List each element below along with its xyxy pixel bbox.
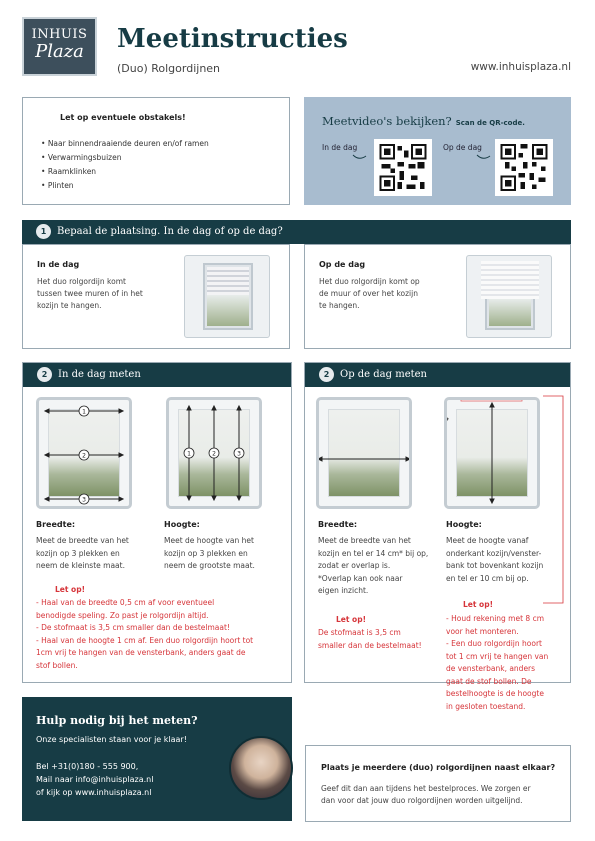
height-text: Meet de hoogte vanaf onderkant kozijn/venster- bank tot bovenkant kozijn en tel er 10 cm bij op. (446, 536, 544, 583)
multi-text: Geef dit dan aan tijdens het bestelproces. We zorgen er dan voor dat jouw duo rolgordijnen worden uitgelijnd. (321, 784, 531, 805)
window-photo-in-de-dag (184, 255, 270, 338)
logo-line1: INHUIS (31, 27, 88, 42)
qr-icon (379, 144, 427, 191)
width-text: Meet de breedte van het kozijn en tel er 14 cm* bij op, zodat er overlap is. *Overlap kan ook naar eigen inzicht. (318, 536, 429, 595)
arrow-icon (476, 153, 492, 161)
width-title: Breedte: (36, 520, 76, 529)
section-title: Bepaal de plaatsing. In de dag of op de dag? (57, 226, 283, 237)
step-number: 1 (36, 224, 51, 239)
qr-label-op: Op de dag (443, 143, 482, 152)
list-item: • Naar binnendraaiende deuren en/of ramen (41, 139, 209, 148)
inhuisplaza-logo (22, 17, 97, 76)
window-photo-op-de-dag (466, 255, 552, 338)
help-mail[interactable]: Mail naar info@inhuisplaza.nl (36, 775, 154, 784)
help-box (22, 697, 292, 821)
card-text: Het duo rolgordijn komt op de muur of over het kozijn te hangen. (319, 277, 420, 310)
window-diagram-height-op (444, 397, 540, 509)
card-title: Op de dag (319, 260, 366, 269)
width-note-text: De stofmaat is 3,5 cm smaller dan de bestelmaat! (318, 628, 422, 650)
page-title: Meetinstructies (117, 24, 348, 54)
marker-2: 2 (82, 452, 86, 460)
website-link[interactable]: www.inhuisplaza.nl (470, 61, 571, 73)
marker-3: 3 (237, 450, 241, 458)
section-header (305, 363, 570, 387)
section-header (23, 363, 291, 387)
width-note-title: Let op! (336, 615, 367, 624)
help-line1: Onze specialisten staan voor je klaar! (36, 735, 187, 744)
window-diagram-width (36, 397, 132, 509)
qr-code-op-de-dag[interactable] (495, 139, 553, 196)
marker-3: 3 (82, 496, 86, 504)
section-header (22, 220, 571, 244)
help-phone[interactable]: Bel +31(0)180 - 555 900, (36, 762, 139, 771)
card-in-de-dag (22, 244, 290, 349)
width-arrows (39, 400, 129, 506)
section-placement (22, 220, 571, 244)
page-subtitle: (Duo) Rolgordijnen (117, 62, 221, 75)
arrow-icon (352, 153, 368, 161)
qr-icon (500, 144, 548, 191)
step-number: 2 (319, 367, 334, 382)
height-note-text: - Houd rekening met 8 cm voor het monteren. - Een duo rolgordijn hoort tot 1 cm vrij te hangen van de vensterbank, anders gaat de stof bollen. De bestelhoogte is de hoogte in gesloten toestand. (446, 614, 549, 711)
card-text: Het duo rolgordijn komt tussen twee muren of in het kozijn te hangen. (37, 277, 143, 310)
obstacles-box (22, 97, 290, 205)
card-op-de-dag (304, 244, 571, 349)
window-diagram-width-op (316, 397, 412, 509)
height-arrows (169, 400, 259, 506)
height-title: Hoogte: (446, 520, 482, 529)
list-item: • Plinten (41, 181, 74, 190)
height-note-title: Let op! (463, 600, 494, 609)
video-box (304, 97, 571, 205)
section-in-de-dag-meten (22, 362, 292, 683)
width-text: Meet de breedte van het kozijn op 3 plekken en neem de kleinste maat. (36, 536, 129, 570)
video-scan-text: Scan de QR-code. (455, 119, 525, 127)
logo-line2: Plaza (35, 41, 84, 62)
marker-2: 2 (212, 450, 216, 458)
section-title: In de dag meten (58, 369, 141, 380)
obstacles-list (41, 137, 289, 193)
width-title: Breedte: (318, 520, 358, 529)
note-title: Let op! (55, 585, 86, 594)
note-text: - Haal van de breedte 0,5 cm af voor eventueel benodigde speling. Zo past je rolgordijn altijd. - De stofmaat is 3,5 cm smaller dan de bestelmaat! - Haal van de hoogte 1 cm af. Een duo rolgordijn hoort tot 1cm vrij te hangen van de vensterbank, anders gaat de stof bollen. (36, 598, 254, 670)
height-title: Hoogte: (164, 520, 200, 529)
marker-1: 1 (187, 450, 191, 458)
video-title: Meetvideo's bekijken? Scan de QR-code. (322, 114, 525, 128)
list-item: • Raamklinken (41, 167, 97, 176)
obstacles-title: Let op eventuele obstakels! (60, 113, 186, 122)
qr-code-in-de-dag[interactable] (374, 139, 432, 196)
section-op-de-dag-meten (304, 362, 571, 711)
multi-box (305, 745, 571, 822)
window-diagram-height (166, 397, 262, 509)
red-indicator-line (543, 393, 571, 615)
section-title: Op de dag meten (340, 369, 427, 380)
avatar (229, 736, 293, 800)
qr-label-in: In de dag (322, 143, 358, 152)
height-arrow (447, 400, 539, 508)
list-item: • Verwarmingsbuizen (41, 153, 122, 162)
height-text: Meet de hoogte van het kozijn op 3 plekken en neem de grootste maat. (164, 536, 255, 570)
help-web[interactable]: of kijk op www.inhuisplaza.nl (36, 788, 152, 797)
card-title: In de dag (37, 260, 80, 269)
marker-1: 1 (82, 408, 86, 416)
width-arrow (319, 400, 409, 506)
step-number: 2 (37, 367, 52, 382)
multi-title: Plaats je meerdere (duo) rolgordijnen naast elkaar? (321, 763, 556, 772)
help-title: Hulp nodig bij het meten? (36, 714, 198, 727)
